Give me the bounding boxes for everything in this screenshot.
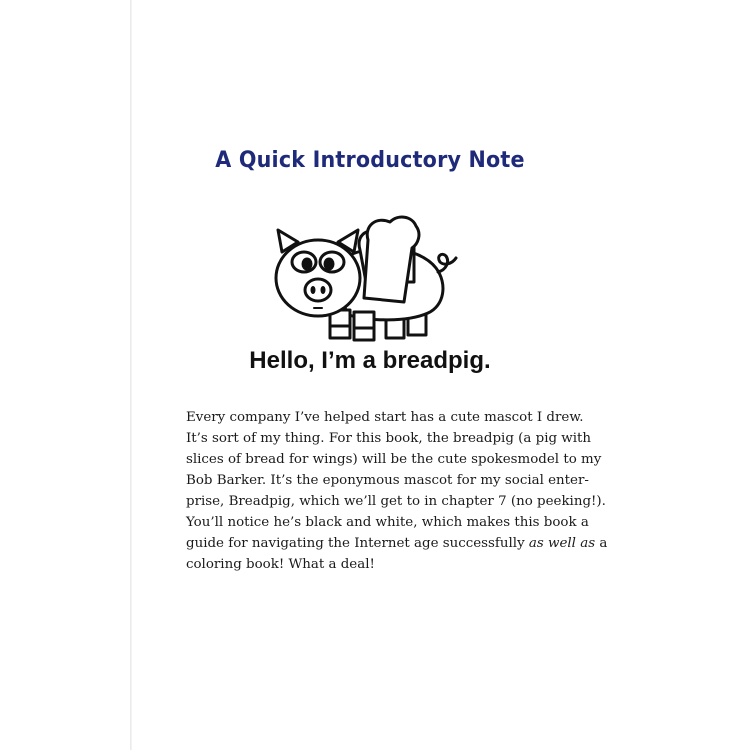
mascot-caption: Hello, I’m a breadpig. bbox=[249, 347, 491, 374]
body-line: You’ll notice he’s black and white, which makes this book a bbox=[186, 515, 589, 530]
emphasized-text: as well as bbox=[528, 536, 596, 551]
breadpig-icon bbox=[268, 210, 468, 350]
body-line: prise, Breadpig, which we’ll get to in chapter 7 (no peeking!). bbox=[186, 494, 606, 509]
body-line: Bob Barker. It’s the eponymous mascot for my social enter- bbox=[186, 473, 589, 488]
page-title: A Quick Introductory Note bbox=[215, 148, 525, 173]
body-text-segment: guide for navigating the Internet age successfully bbox=[186, 536, 529, 551]
body-line: Every company I’ve helped start has a cute mascot I drew. bbox=[186, 410, 584, 425]
body-line: slices of bread for wings) will be the cute spokesmodel to my bbox=[186, 452, 602, 467]
body-line: It’s sort of my thing. For this book, the breadpig (a pig with bbox=[186, 431, 592, 446]
page-edge bbox=[130, 0, 132, 750]
body-text-segment: a bbox=[595, 536, 608, 551]
body-line: coloring book! What a deal! bbox=[186, 557, 375, 572]
body-paragraph bbox=[186, 407, 626, 575]
body-line bbox=[186, 533, 626, 554]
